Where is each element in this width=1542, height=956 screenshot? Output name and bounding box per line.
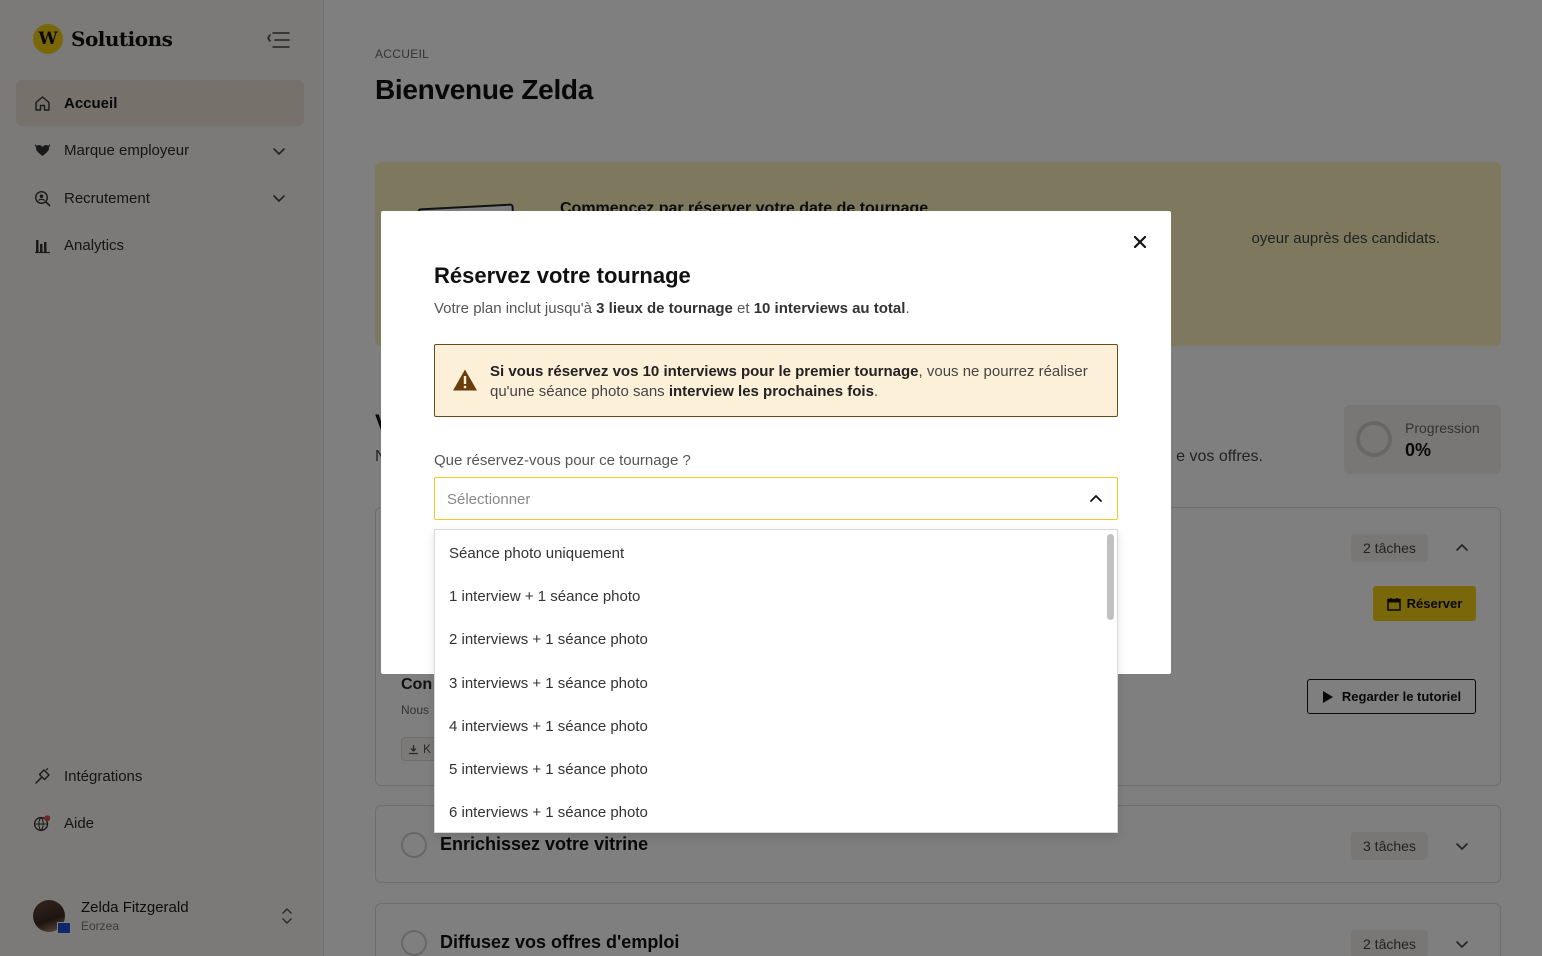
close-icon (1133, 235, 1147, 249)
dropdown-option[interactable]: 5 interviews + 1 séance photo (449, 761, 648, 779)
dropdown-option[interactable]: 6 interviews + 1 séance photo (449, 804, 648, 822)
chevron-up-icon (1087, 490, 1105, 508)
warning-text: Si vous réservez vos 10 interviews pour le premier tournage, vous ne pourrez réaliser qu'une séance photo sans interview les prochaines fois. (490, 363, 1088, 400)
dropdown-option[interactable]: 2 interviews + 1 séance photo (449, 631, 648, 649)
close-button[interactable] (1129, 231, 1151, 253)
select-placeholder: Sélectionner (447, 491, 531, 508)
dropdown-scrollbar[interactable] (1107, 534, 1114, 620)
warning-callout (434, 344, 1118, 417)
warning-icon (452, 368, 478, 392)
modal-subtitle: Votre plan inclut jusqu'à 3 lieux de tournage et 10 interviews au total. (434, 300, 910, 317)
dropdown-option[interactable]: Séance photo uniquement (449, 545, 625, 563)
dropdown-option[interactable]: 3 interviews + 1 séance photo (449, 674, 648, 692)
modal-title: Réservez votre tournage (434, 263, 691, 288)
dropdown-option[interactable]: 1 interview + 1 séance photo (449, 588, 641, 606)
shoot-type-dropdown (434, 529, 1118, 833)
shoot-type-select[interactable] (434, 477, 1118, 520)
dropdown-options (435, 532, 1105, 833)
shoot-type-label: Que réservez-vous pour ce tournage ? (434, 452, 691, 469)
dropdown-option[interactable]: 4 interviews + 1 séance photo (449, 717, 648, 735)
